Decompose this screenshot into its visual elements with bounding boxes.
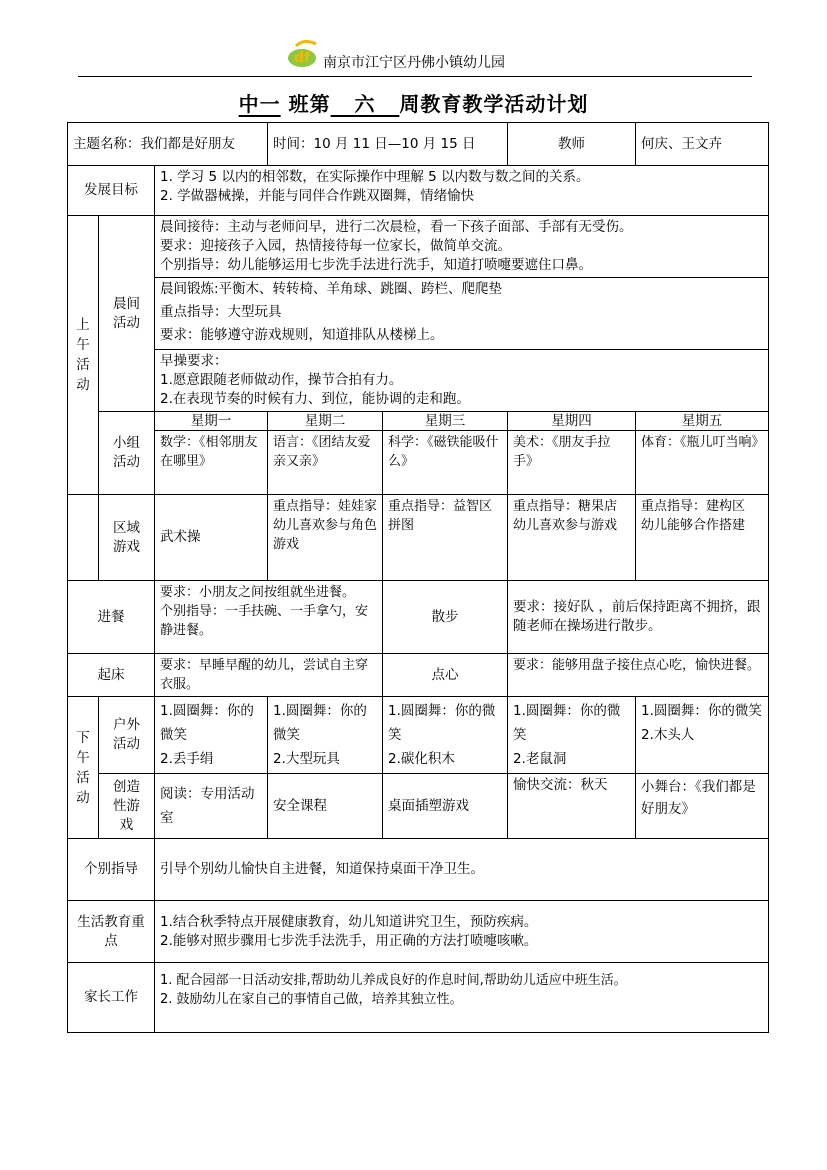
group-activity-tue: 语言：《团结友爱亲又亲》	[268, 431, 383, 495]
zaocao-line: 早操要求：	[160, 353, 228, 369]
individual-label: 个别指导	[68, 839, 155, 901]
school-logo-icon	[286, 40, 322, 70]
parents-content	[155, 963, 769, 1033]
area-mon: 武术操	[155, 495, 268, 581]
page-title	[0, 88, 827, 117]
afternoon-section-label: 下午活动	[68, 697, 99, 839]
life-line: 2.能够对照步骤用七步洗手法洗手，用正确的方法打喷嚏咳嗽。	[160, 932, 538, 949]
group-activity-fri: 体育：《瓶儿叮当响》	[636, 431, 769, 495]
svg-text:df: df	[294, 50, 311, 66]
outdoor-thu: 1.圆圈舞：你的微笑 2.老鼠洞	[508, 697, 636, 774]
weekday-header: 星期一	[155, 412, 268, 431]
outdoor-label: 户外活动	[99, 697, 155, 774]
creative-tue: 安全课程	[268, 774, 383, 839]
outdoor-mon: 1.圆圈舞：你的微笑 2.丢手绢	[155, 697, 268, 774]
title-week: 六	[354, 92, 376, 116]
parents-label: 家长工作	[68, 963, 155, 1033]
weekday-header: 星期三	[383, 412, 508, 431]
weekday-header: 星期四	[508, 412, 636, 431]
zaocao-line: 2.在表现节奏的时候有力、到位，能协调的走和跑。	[160, 391, 470, 407]
parents-line: 2. 鼓励幼儿在家自己的事情自己做，培养其独立性。	[160, 992, 463, 1007]
parents-line: 1. 配合园部一日活动安排,帮助幼儿养成良好的作息时间,帮助幼儿适应中班生活。	[160, 973, 627, 988]
creative-thu: 愉快交流：秋天	[508, 774, 636, 839]
snack-label: 点心	[383, 654, 508, 697]
exercise-content	[155, 278, 769, 350]
exercise-line: 晨间锻炼:平衡木、转转椅、羊角球、跳圈、跨栏、爬爬垫	[160, 281, 503, 297]
reception-content	[155, 216, 769, 278]
wake-label: 起床	[68, 654, 155, 697]
creative-mon: 阅读：专用活动室	[155, 774, 268, 839]
goal-line: 2. 学做器械操，并能与同伴合作跳双圈舞，情绪愉快	[160, 188, 475, 204]
life-line: 1.结合秋季特点开展健康教育，幼儿知道讲究卫生，预防疾病。	[160, 913, 538, 930]
outdoor-tue: 1.圆圈舞：你的微笑 2.大型玩具	[268, 697, 383, 774]
school-name: 南京市江宁区丹佛小镇幼儿园	[323, 55, 505, 71]
walk-label: 散步	[383, 581, 508, 654]
time-cell: 时间：10 月 11 日—10 月 15 日	[268, 123, 508, 166]
area-fri: 重点指导：建构区 幼儿能够合作搭建	[636, 495, 769, 581]
title-mid: 班第	[288, 92, 331, 116]
area-wed: 重点指导：益智区 拼图	[383, 495, 508, 581]
group-activity-mon: 数学：《相邻朋友在哪里》	[155, 431, 268, 495]
area-label: 区域游戏	[99, 495, 155, 581]
teacher-label: 教师	[508, 123, 636, 166]
outdoor-wed: 1.圆圈舞：你的微笑 2.碳化积木	[383, 697, 508, 774]
exercise-line: 要求：能够遵守游戏规则，知道排队从楼梯上。	[160, 327, 444, 343]
group-activity-thu: 美术：《朋友手拉手》	[508, 431, 636, 495]
creative-label: 创造性游戏	[99, 774, 155, 839]
teacher-names: 何庆、王文卉	[636, 123, 769, 166]
reception-line: 晨间接待：主动与老师问早，进行二次晨检，看一下孩子面部、手部有无受伤。	[160, 219, 633, 235]
weekly-plan-table	[67, 122, 769, 1033]
area-thu: 重点指导：糖果店 幼儿喜欢参与游戏	[508, 495, 636, 581]
area-spacer	[68, 495, 99, 581]
outdoor-fri: 1.圆圈舞：你的微笑 2.木头人	[636, 697, 769, 774]
reception-line: 个别指导：幼儿能够运用七步洗手法进行洗手，知道打喷嚏要遮住口鼻。	[160, 257, 592, 273]
reception-line: 要求：迎接孩子入园，热情接待每一位家长，做简单交流。	[160, 238, 511, 254]
zaocao-content	[155, 350, 769, 412]
goals-content	[155, 166, 769, 216]
weekday-header: 星期二	[268, 412, 383, 431]
life-content	[155, 901, 769, 963]
goals-label: 发展目标	[68, 166, 155, 216]
meal-label: 进餐	[68, 581, 155, 654]
group-label: 小组活动	[99, 412, 155, 495]
goal-line: 1. 学习 5 以内的相邻数，在实际操作中理解 5 以内数与数之间的关系。	[160, 169, 590, 185]
morning-section-label: 上午活动	[68, 216, 99, 495]
snack-content: 要求：能够用盘子接住点心吃，愉快进餐。	[508, 654, 769, 697]
chenjian-label: 晨间活动	[99, 216, 155, 412]
creative-fri: 小舞台：《我们都是好朋友》	[636, 774, 769, 839]
wake-content: 要求：早睡早醒的幼儿，尝试自主穿衣服。	[155, 654, 383, 697]
weekday-header: 星期五	[636, 412, 769, 431]
theme-cell: 主题名称：我们都是好朋友	[68, 123, 268, 166]
group-activity-wed: 科学：《磁铁能吸什么》	[383, 431, 508, 495]
walk-content: 要求：接好队 ，前后保持距离不拥挤，跟随老师在操场进行散步。	[508, 581, 769, 654]
individual-content: 引导个别幼儿愉快自主进餐，知道保持桌面干净卫生。	[155, 839, 769, 901]
title-tail: 周教育教学活动计划	[399, 92, 589, 116]
title-class: 中一	[238, 92, 281, 116]
zaocao-line: 1.愿意跟随老师做动作，操节合拍有力。	[160, 372, 403, 388]
page-header	[78, 40, 752, 77]
exercise-line: 重点指导：大型玩具	[160, 304, 282, 320]
area-tue: 重点指导：娃娃家 幼儿喜欢参与角色游戏	[268, 495, 383, 581]
creative-wed: 桌面插塑游戏	[383, 774, 508, 839]
meal-content: 要求：小朋友之间按组就坐进餐。 个别指导：一手扶碗、一手拿勺，安静进餐。	[155, 581, 383, 654]
life-label: 生活教育重 点	[68, 901, 155, 963]
